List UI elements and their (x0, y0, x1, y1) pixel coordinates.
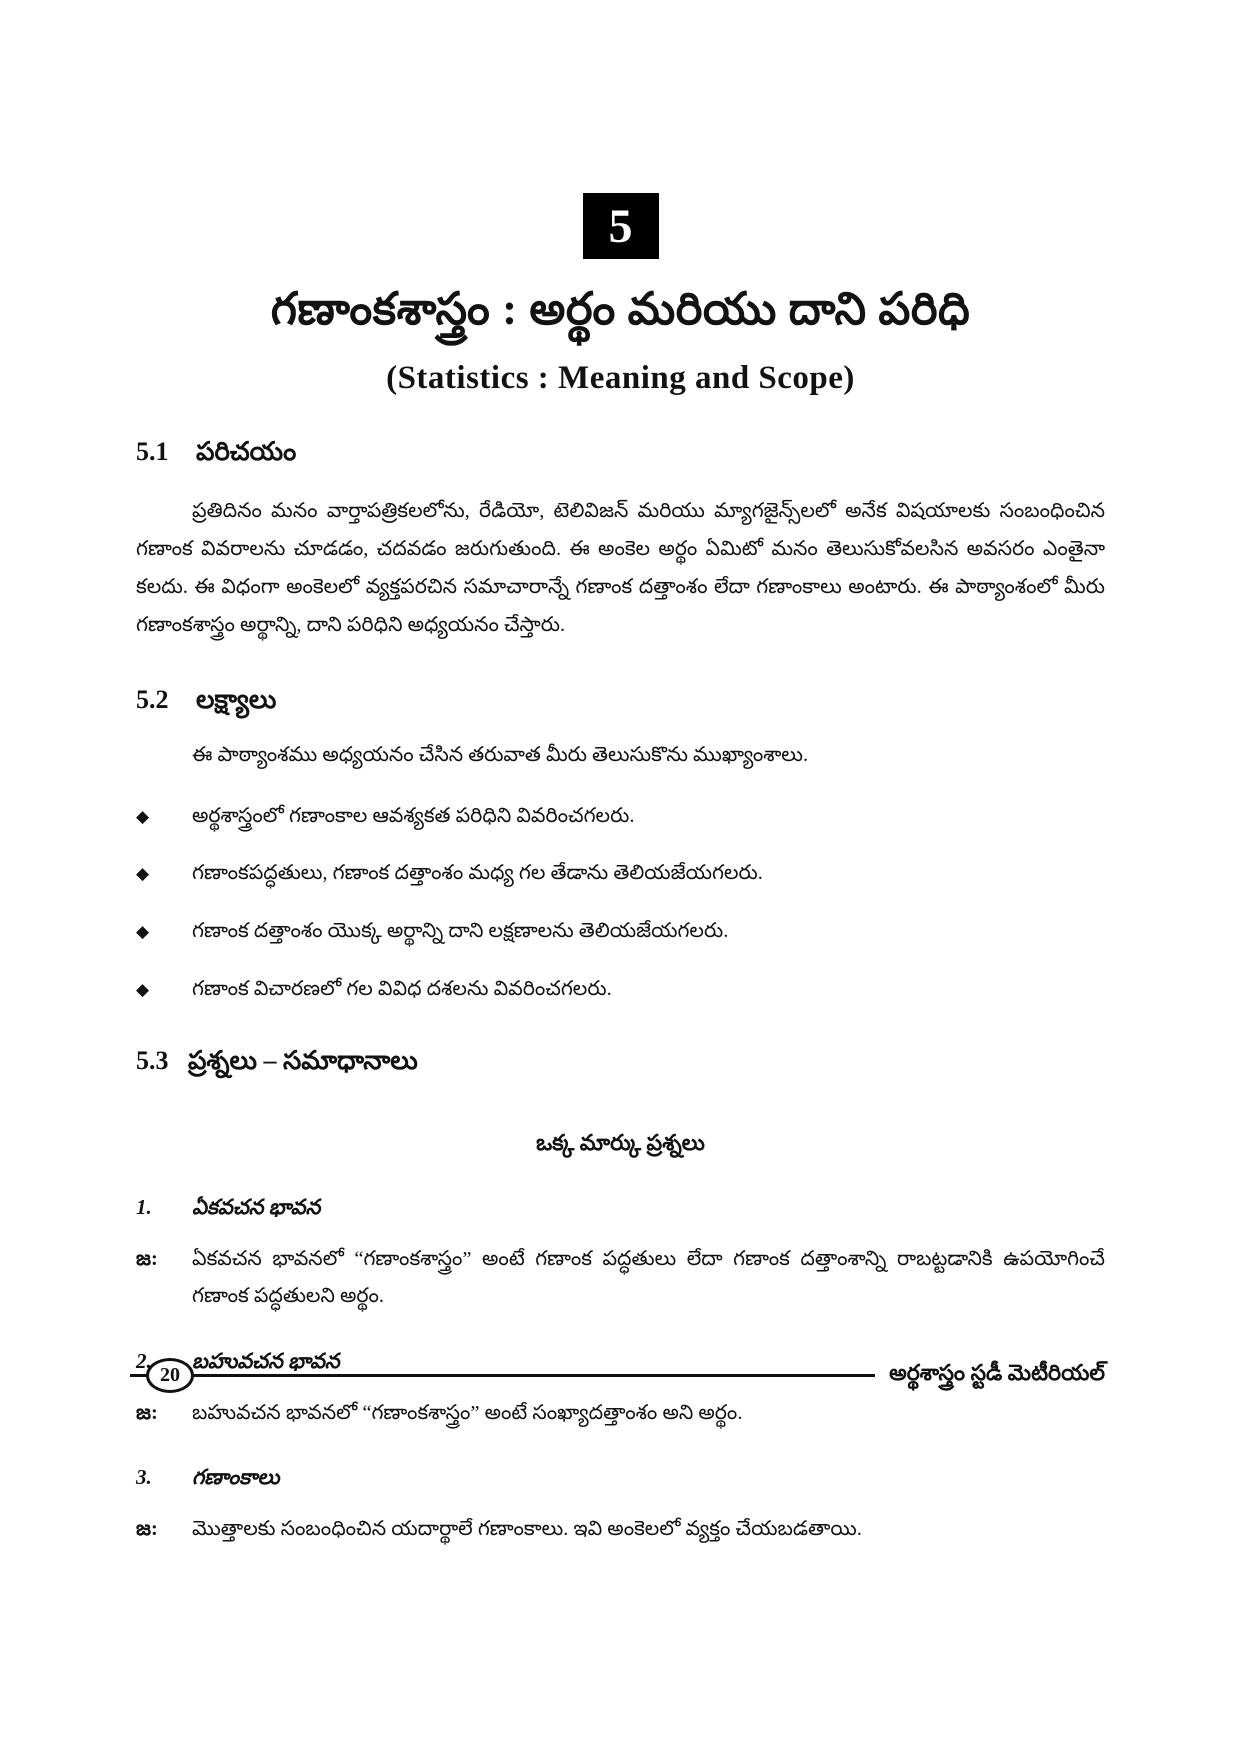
objective-item (136, 973, 1105, 1006)
chapter-number: 5 (608, 199, 633, 253)
objective-text: గణాంకపద్ధతులు, గణాంక దత్తాంశం మధ్య గల తేడాను తెలియజేయగలరు. (192, 862, 763, 885)
diamond-bullet-icon: ◆ (136, 980, 150, 999)
objectives-intro: ఈ పాఠ్యాంశము అధ్యయనం చేసిన తరువాత మీరు తెలుసుకొను ముఖ్యాంశాలు. (192, 743, 809, 766)
page-number-badge (146, 1358, 194, 1393)
answer-label: జ: (136, 1518, 158, 1541)
answer-label: జ: (136, 1401, 158, 1424)
footer-rule-start (130, 1374, 146, 1377)
objective-text: గణాంక విచారణలో గల వివిధ దశలను వివరించగలరు. (192, 978, 612, 1000)
chapter-title-telugu: గణాంకశాస్త్రం : అర్థం మరియు దాని పరిధి (270, 284, 971, 334)
section-title: పరిచయం (196, 437, 297, 466)
objective-item (136, 915, 1105, 948)
question-number: 2. (136, 1348, 152, 1373)
one-mark-questions-heading: ఒక్క మార్కు ప్రశ్నలు (536, 1129, 705, 1155)
objective-text: గణాంక దత్తాంశం యొక్క అర్థాన్ని దాని లక్షణాలను తెలియజేయగలరు. (192, 920, 729, 943)
section-heading-qa (136, 1046, 1105, 1082)
question-row (136, 1465, 1105, 1495)
objective-text: అర్థశాస్త్రంలో గణాంకాల ఆవశ్యకత పరిధిని వివరించగలరు. (192, 804, 635, 827)
section-number: 5.2 (136, 684, 169, 714)
section-number: 5.1 (136, 437, 169, 466)
answer-text: బహువచన భావనలో “గణాంకశాస్త్రం” అంటే సంఖ్యాదత్తాంశం అని అర్థం. (192, 1401, 743, 1424)
page-footer (130, 1358, 1105, 1393)
question-title: బహువచన భావన (192, 1348, 340, 1373)
diamond-bullet-icon: ◆ (136, 922, 150, 942)
diamond-bullet-icon: ◆ (136, 806, 150, 826)
section-heading-intro (136, 437, 1105, 473)
section-number: 5.3 (136, 1045, 169, 1075)
footer-book-title: అర్థశాస్త్రం స్టడీ మెటీరియల్ (889, 1360, 1105, 1385)
answer-text: మొత్తాలకు సంబంధించిన యదార్థాలే గణాంకాలు. ఇవి అంకెలలో వ్యక్తం చేయబడతాయి. (192, 1518, 862, 1541)
objective-item (136, 800, 1105, 833)
answer-row (136, 1241, 1105, 1315)
chapter-number-box (583, 193, 659, 259)
chapter-title-english: (Statistics : Meaning and Scope) (386, 360, 855, 396)
answer-row (136, 1395, 1105, 1432)
question-number: 1. (136, 1194, 152, 1219)
question-title: గణాంకాలు (192, 1465, 280, 1490)
answer-label: జ: (136, 1247, 158, 1270)
footer-rule (194, 1374, 875, 1377)
answer-row (136, 1511, 1105, 1548)
section-heading-objectives (136, 685, 1105, 721)
question-row (136, 1195, 1105, 1225)
answer-text: ఏకవచన భావనలో “గణాంకశాస్త్రం” అంటే గణాంక పద్ధతులు లేదా గణాంక దత్తాంశాన్ని రాబట్టడానికి ఉపయోగించే గణాంక పద్ధతులని అర్థం. (192, 1247, 1105, 1307)
question-number: 3. (136, 1465, 152, 1490)
question-title: ఏకవచన భావన (192, 1194, 321, 1219)
section-title: ప్రశ్నలు – సమాధానాలు (188, 1045, 418, 1075)
diamond-bullet-icon: ◆ (136, 864, 150, 884)
section-title: లక్ష్యాలు (196, 684, 277, 714)
objective-item (136, 857, 1105, 890)
page-number: 20 (160, 1364, 180, 1386)
intro-paragraph: ప్రతిదినం మనం వార్తాపత్రికలలోను, రేడియో, టెలివిజన్ మరియు మ్యాగజైన్స్‌లలో అనేక విషయాలకు సంబంధించిన గణాంక వివరాలను చూడడం, చదవడం జరుగుతుంది. ఈ అంకెల అర్థం ఏమిటో మనం తెలుసుకోవలసిన అవసరం ఎంతైనా కలదు. ఈ విధంగా అంకెలలో వ్యక్తపరచిన సమాచారాన్నే గణాంక దత్తాంశం లేదా గణాంకాలు అంటారు. ఈ పాఠ్యాంశంలో మీరు గణాంకశాస్త్రం అర్థాన్ని, దాని పరిధిని అధ్యయనం చేస్తారు. (136, 500, 1105, 636)
